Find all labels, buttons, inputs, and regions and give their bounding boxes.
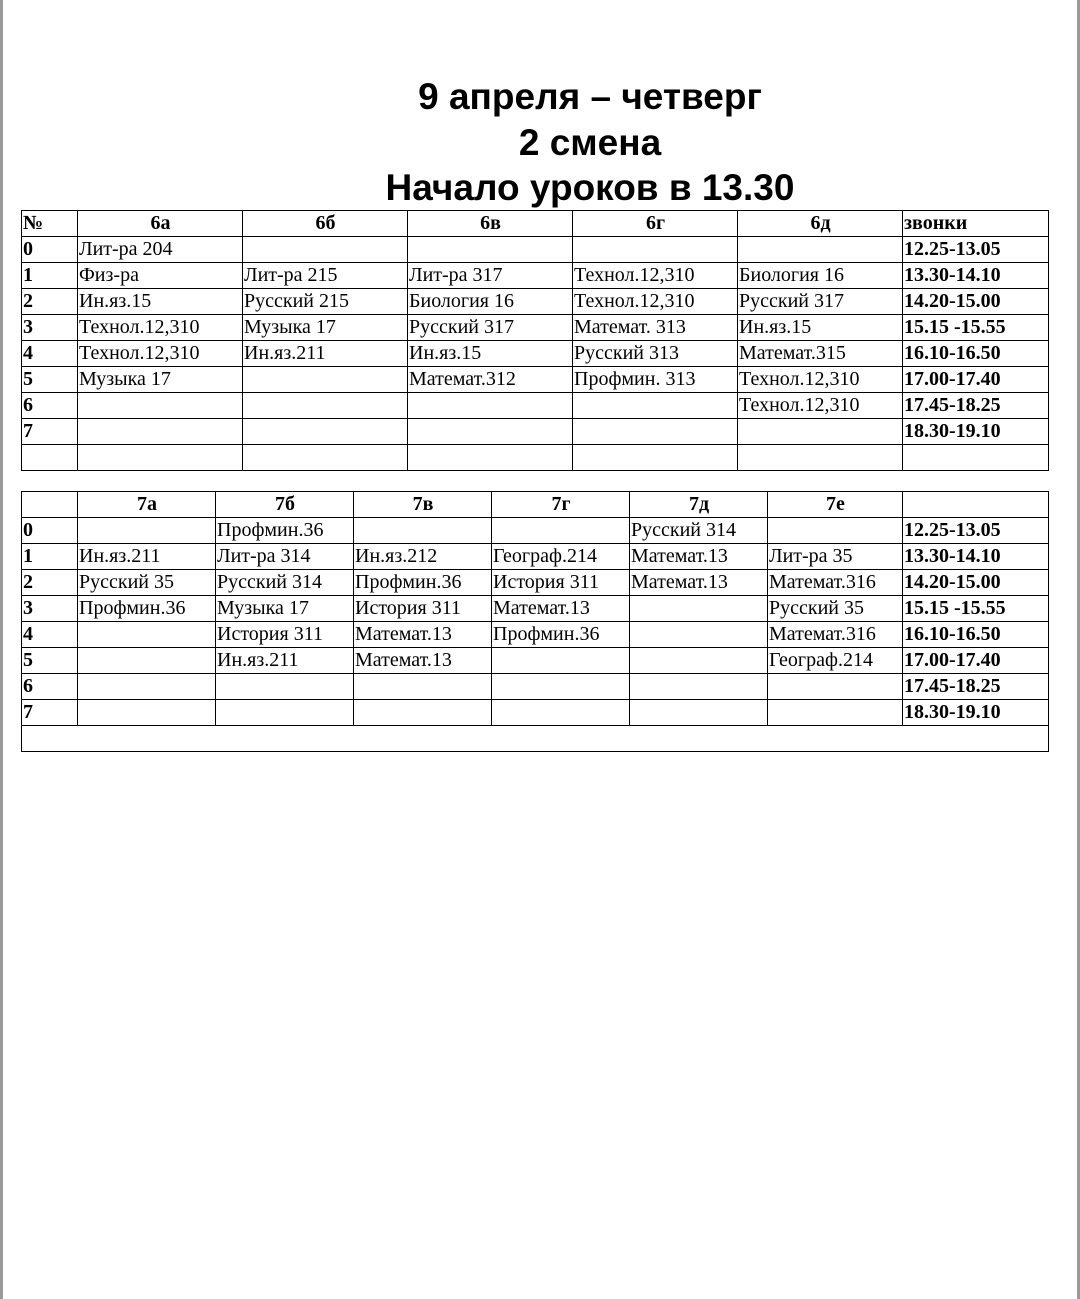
lesson-cell: Русский 313 <box>573 341 738 367</box>
lesson-cell: Физ-ра <box>78 263 243 289</box>
lesson-cell: Географ.214 <box>768 648 903 674</box>
lesson-row <box>22 544 1049 570</box>
lesson-cell <box>630 596 768 622</box>
lesson-cell <box>573 419 738 445</box>
class-header: 6б <box>243 211 408 237</box>
lesson-row <box>22 648 1049 674</box>
title-shift: 2 смена <box>518 122 662 163</box>
schedule-table-grade6 <box>21 210 1049 471</box>
lesson-cell: Биология 16 <box>408 289 573 315</box>
lesson-number: 4 <box>22 622 78 648</box>
lesson-cell <box>768 700 903 726</box>
lesson-cell <box>492 674 630 700</box>
lesson-cell <box>216 674 354 700</box>
empty-cell <box>408 445 573 471</box>
lesson-number: 6 <box>22 393 78 419</box>
header-row-grade6 <box>22 211 1049 237</box>
lesson-cell <box>492 518 630 544</box>
bells-header: звонки <box>903 211 1049 237</box>
bell-time: 12.25-13.05 <box>903 237 1049 263</box>
lesson-cell: Математ.315 <box>738 341 903 367</box>
lesson-cell: Музыка 17 <box>243 315 408 341</box>
lesson-cell <box>630 674 768 700</box>
lesson-cell: Географ.214 <box>492 544 630 570</box>
lesson-cell: Русский 215 <box>243 289 408 315</box>
bell-time: 14.20-15.00 <box>903 570 1049 596</box>
lesson-row <box>22 596 1049 622</box>
lesson-row <box>22 674 1049 700</box>
lesson-cell: Математ.312 <box>408 367 573 393</box>
lesson-cell: Профмин.36 <box>78 596 216 622</box>
lesson-row <box>22 263 1049 289</box>
lesson-cell: История 311 <box>216 622 354 648</box>
bell-time: 12.25-13.05 <box>903 518 1049 544</box>
bell-time: 16.10-16.50 <box>903 622 1049 648</box>
bell-time: 18.30-19.10 <box>903 419 1049 445</box>
lesson-cell: Лит-ра 35 <box>768 544 903 570</box>
lesson-row <box>22 367 1049 393</box>
lesson-cell: Математ.13 <box>492 596 630 622</box>
lesson-number: 7 <box>22 700 78 726</box>
lesson-cell: Ин.яз.212 <box>354 544 492 570</box>
lesson-cell <box>738 419 903 445</box>
lesson-cell <box>408 393 573 419</box>
bell-time: 17.45-18.25 <box>903 393 1049 419</box>
lesson-cell <box>738 237 903 263</box>
lesson-cell <box>768 674 903 700</box>
lesson-cell: Математ.13 <box>630 544 768 570</box>
lesson-cell <box>354 674 492 700</box>
lesson-cell: Биология 16 <box>738 263 903 289</box>
class-header: 7б <box>216 492 354 518</box>
lesson-cell <box>630 648 768 674</box>
lesson-cell: Профмин.36 <box>354 570 492 596</box>
bell-time: 17.00-17.40 <box>903 367 1049 393</box>
lesson-cell <box>78 518 216 544</box>
title-start-time: Начало уроков в 13.30 <box>385 167 795 208</box>
empty-cell <box>573 445 738 471</box>
lesson-number: 6 <box>22 674 78 700</box>
lesson-cell: Лит-ра 317 <box>408 263 573 289</box>
lesson-cell: Математ. 313 <box>573 315 738 341</box>
bell-time: 15.15 -15.55 <box>903 315 1049 341</box>
lesson-cell <box>78 419 243 445</box>
lesson-number-header: № <box>22 211 78 237</box>
lesson-cell <box>408 237 573 263</box>
lesson-cell: Профмин.36 <box>492 622 630 648</box>
class-header: 6в <box>408 211 573 237</box>
lesson-row <box>22 341 1049 367</box>
lesson-cell: Русский 35 <box>768 596 903 622</box>
lesson-cell: История 311 <box>492 570 630 596</box>
class-header: 6г <box>573 211 738 237</box>
lesson-number: 1 <box>22 263 78 289</box>
bell-time: 17.00-17.40 <box>903 648 1049 674</box>
footer-empty-cell <box>22 726 1049 752</box>
lesson-cell: Профмин.36 <box>216 518 354 544</box>
lesson-cell: Технол.12,310 <box>78 341 243 367</box>
lesson-cell: Русский 35 <box>78 570 216 596</box>
bells-header-empty <box>903 492 1049 518</box>
lesson-number: 7 <box>22 419 78 445</box>
lesson-row <box>22 518 1049 544</box>
lesson-row <box>22 315 1049 341</box>
lesson-row <box>22 700 1049 726</box>
lesson-number: 2 <box>22 570 78 596</box>
lesson-cell <box>243 367 408 393</box>
schedule-table-grade7 <box>21 491 1049 752</box>
lesson-cell: Ин.яз.211 <box>78 544 216 570</box>
empty-cell <box>903 445 1049 471</box>
spacer-row <box>22 445 1049 471</box>
lesson-row <box>22 393 1049 419</box>
lesson-cell: Лит-ра 204 <box>78 237 243 263</box>
lesson-cell <box>354 700 492 726</box>
lesson-cell: Музыка 17 <box>216 596 354 622</box>
lesson-cell: Математ.13 <box>354 622 492 648</box>
lesson-cell: Математ.316 <box>768 622 903 648</box>
lesson-cell: Музыка 17 <box>78 367 243 393</box>
class-header: 6а <box>78 211 243 237</box>
lesson-cell: Русский 314 <box>216 570 354 596</box>
lesson-cell: Ин.яз.15 <box>738 315 903 341</box>
lesson-cell <box>492 700 630 726</box>
lesson-number: 4 <box>22 341 78 367</box>
lesson-cell: Технол.12,310 <box>78 315 243 341</box>
lesson-row <box>22 289 1049 315</box>
lesson-number: 2 <box>22 289 78 315</box>
lesson-cell <box>78 674 216 700</box>
title-date: 9 апреля – четверг <box>418 76 762 117</box>
lesson-cell: Математ.13 <box>354 648 492 674</box>
empty-cell <box>78 445 243 471</box>
footer-row <box>22 726 1049 752</box>
lesson-cell: Технол.12,310 <box>738 393 903 419</box>
lesson-cell <box>630 700 768 726</box>
lesson-cell: Математ.13 <box>630 570 768 596</box>
lesson-cell <box>573 393 738 419</box>
bell-time: 17.45-18.25 <box>903 674 1049 700</box>
class-header: 7в <box>354 492 492 518</box>
bell-time: 15.15 -15.55 <box>903 596 1049 622</box>
lesson-cell: Лит-ра 215 <box>243 263 408 289</box>
lesson-cell <box>78 393 243 419</box>
empty-cell <box>243 445 408 471</box>
lesson-cell: Ин.яз.211 <box>243 341 408 367</box>
lesson-cell: Ин.яз.15 <box>78 289 243 315</box>
header-row-grade7 <box>22 492 1049 518</box>
lesson-cell <box>78 622 216 648</box>
lesson-number: 1 <box>22 544 78 570</box>
lesson-cell <box>243 419 408 445</box>
lesson-number: 5 <box>22 648 78 674</box>
lesson-number: 3 <box>22 315 78 341</box>
lesson-cell: Ин.яз.211 <box>216 648 354 674</box>
lesson-cell: Технол.12,310 <box>738 367 903 393</box>
class-header: 7а <box>78 492 216 518</box>
lesson-row <box>22 237 1049 263</box>
class-header: 6д <box>738 211 903 237</box>
empty-cell <box>22 445 78 471</box>
bell-time: 18.30-19.10 <box>903 700 1049 726</box>
lesson-cell: Математ.316 <box>768 570 903 596</box>
lesson-cell <box>78 648 216 674</box>
empty-cell <box>738 445 903 471</box>
lesson-number: 0 <box>22 518 78 544</box>
lesson-cell: Технол.12,310 <box>573 289 738 315</box>
lesson-cell <box>78 700 216 726</box>
lesson-cell <box>408 419 573 445</box>
lesson-cell: Профмин. 313 <box>573 367 738 393</box>
lesson-number: 3 <box>22 596 78 622</box>
bell-time: 14.20-15.00 <box>903 289 1049 315</box>
lesson-cell: Русский 314 <box>630 518 768 544</box>
class-header: 7г <box>492 492 630 518</box>
class-header: 7е <box>768 492 903 518</box>
lesson-number: 0 <box>22 237 78 263</box>
lesson-cell <box>768 518 903 544</box>
bell-time: 13.30-14.10 <box>903 263 1049 289</box>
lesson-row <box>22 622 1049 648</box>
lesson-cell <box>243 237 408 263</box>
lesson-cell: Технол.12,310 <box>573 263 738 289</box>
lesson-cell: Русский 317 <box>408 315 573 341</box>
lesson-number-header <box>22 492 78 518</box>
lesson-row <box>22 419 1049 445</box>
bell-time: 16.10-16.50 <box>903 341 1049 367</box>
lesson-cell <box>354 518 492 544</box>
class-header: 7д <box>630 492 768 518</box>
lesson-cell: История 311 <box>354 596 492 622</box>
lesson-cell <box>630 622 768 648</box>
bell-time: 13.30-14.10 <box>903 544 1049 570</box>
lesson-cell: Русский 317 <box>738 289 903 315</box>
lesson-number: 5 <box>22 367 78 393</box>
lesson-row <box>22 570 1049 596</box>
lesson-cell <box>573 237 738 263</box>
lesson-cell <box>243 393 408 419</box>
lesson-cell <box>492 648 630 674</box>
lesson-cell <box>216 700 354 726</box>
lesson-cell: Лит-ра 314 <box>216 544 354 570</box>
lesson-cell: Ин.яз.15 <box>408 341 573 367</box>
